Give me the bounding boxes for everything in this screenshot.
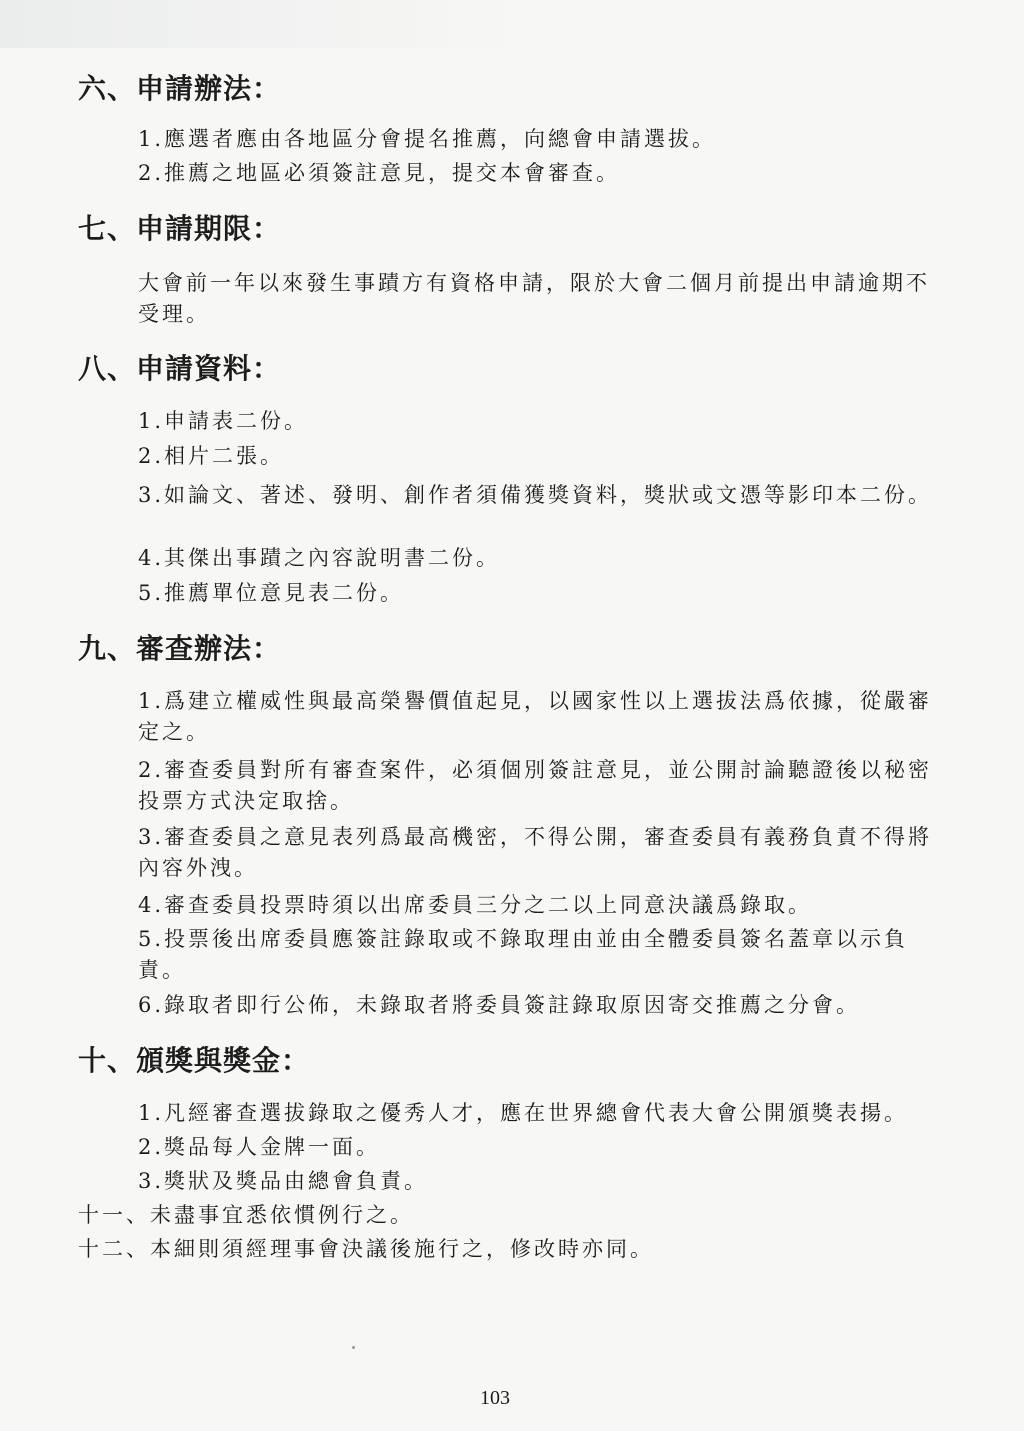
list-item: 4.其傑出事蹟之內容說明書二份。 bbox=[138, 546, 501, 570]
list-item: 5.推薦單位意見表二份。 bbox=[138, 581, 405, 605]
list-item: 5.投票後出席委員應簽註錄取或不錄取理由並由全體委員簽名蓋章以示負責。 bbox=[138, 927, 909, 982]
list-item: 1.應選者應由各地區分會提名推薦，向總會申請選拔。 bbox=[138, 127, 717, 151]
list-item: 3.獎狀及獎品由總會負責。 bbox=[138, 1169, 429, 1193]
list-item: 3.審查委員之意見表列爲最高機密，不得公開，審查委員有義務負責不得將內容外洩。 bbox=[138, 825, 933, 880]
list-item: 4.審查委員投票時須以出席委員三分之二以上同意決議爲錄取。 bbox=[138, 893, 813, 917]
section-heading-awards-and-prizes: 十、頒獎與獎金： bbox=[78, 1044, 311, 1077]
section-heading-application-deadline: 七、申請期限： bbox=[78, 212, 282, 245]
closing-clause: 十二、本細則須經理事會決議後施行之，修改時亦同。 bbox=[78, 1237, 654, 1261]
paragraph: 大會前一年以來發生事蹟方有資格申請，限於大會二個月前提出申請逾期不受理。 bbox=[138, 271, 930, 326]
list-item: 1.爲建立權威性與最高榮譽價值起見，以國家性以上選拔法爲依據，從嚴審定之。 bbox=[138, 689, 933, 744]
section-heading-application-method: 六、申請辦法： bbox=[78, 72, 282, 105]
list-item: 2.審查委員對所有審查案件，必須個別簽註意見，並公開討論聽證後以秘密投票方式決定取捨。 bbox=[138, 758, 933, 813]
page-number: 103 bbox=[480, 1387, 510, 1409]
list-item: 6.錄取者即行公佈，未錄取者將委員簽註錄取原因寄交推薦之分會。 bbox=[138, 993, 861, 1017]
list-item: 2.相片二張。 bbox=[138, 444, 285, 468]
section-heading-application-materials: 八、申請資料： bbox=[78, 352, 282, 385]
list-item: 1.申請表二份。 bbox=[138, 409, 309, 433]
list-item: 2.獎品每人金牌一面。 bbox=[138, 1135, 381, 1159]
closing-clause: 十一、未盡事宜悉依慣例行之。 bbox=[78, 1203, 414, 1227]
list-item: 1.凡經審查選拔錄取之優秀人才，應在世界總會代表大會公開頒獎表揚。 bbox=[138, 1101, 909, 1125]
section-heading-review-method: 九、審查辦法： bbox=[78, 632, 282, 665]
list-item: 2.推薦之地區必須簽註意見，提交本會審查。 bbox=[138, 161, 621, 185]
list-item: 3.如論文、著述、發明、創作者須備獲獎資料，獎狀或文憑等影印本二份。 bbox=[138, 483, 933, 507]
scan-speck bbox=[352, 1346, 355, 1349]
scan-shading bbox=[0, 0, 520, 48]
